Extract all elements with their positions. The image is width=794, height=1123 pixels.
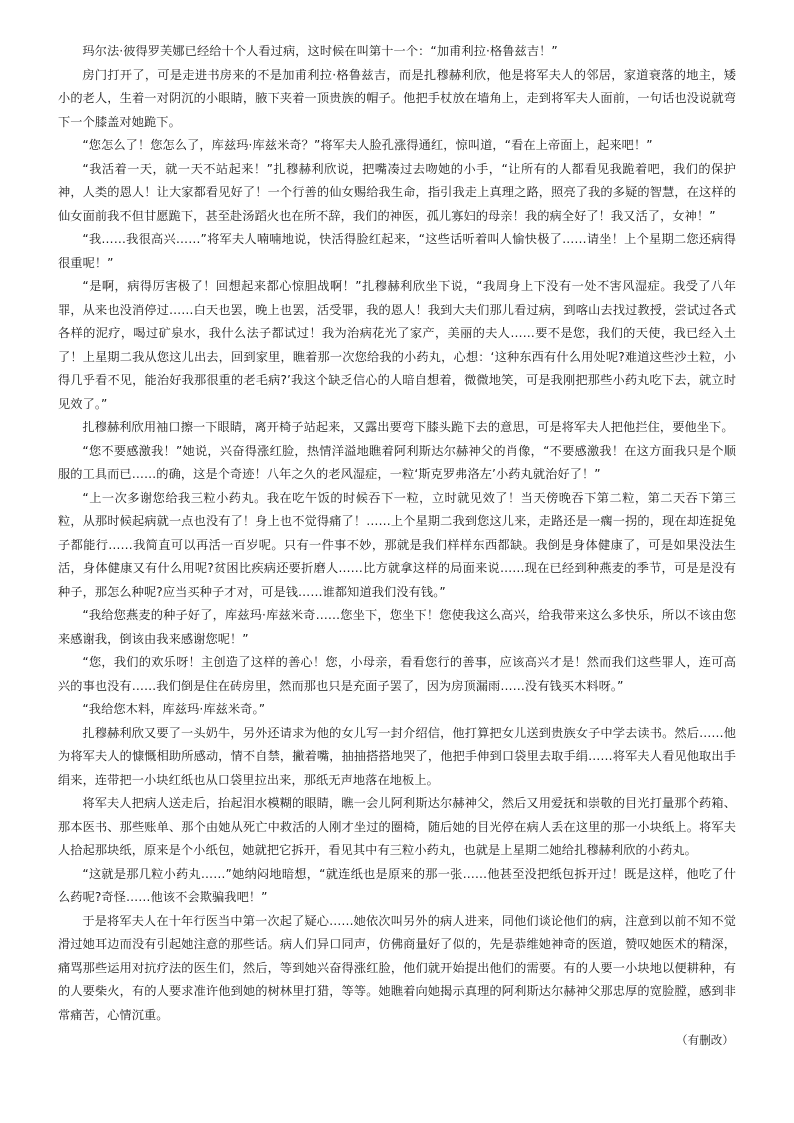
paragraph-1: 玛尔法·彼得罗芙娜已经给十个人看过病，这时候在叫第十一个：“加甫利拉·格鲁兹吉！” [82, 44, 558, 58]
paragraph-3: “您怎么了！您怎么了，库兹玛·库兹米奇？”将军夫人脸孔涨得通红，惊叫道，“看在上帝面上，起来吧！” [82, 138, 653, 152]
paragraph-8: “您不要感激我！”她说，兴奋得涨红脸，热情洋溢地瞧着阿利斯达尔赫神父的肖像，“不要感激我！在这方面我只是个顺服的工具而已……的确，这是个奇迹！八年之久的老风湿症，一粒‘斯克罗弗洛左’小药丸就治好了！” [58, 443, 736, 481]
paragraph-11: “您，我们的欢乐呀！主创造了这样的善心！您，小母亲，看看您行的善事，应该高兴才是！然而我们这些罪人，连可高兴的事也没有……我们倒是住在砖房里，然而那也只是充面子罢了，因为房顶漏雨……没有钱买木料呀。” [58, 655, 736, 693]
paragraph-16: 于是将军夫人在十年行医当中第一次起了疑心……她依次叫另外的病人进来，同他们谈论他们的病，注意到以前不知不觉滑过她耳边而没有引起她注意的那些话。病人们异口同声，仿佛商量好了似的，先是恭维她神奇的医道，赞叹她医术的精深，痛骂那些运用对抗疗法的医生们，然后，等到她兴奋得涨红脸，他们就开始提出他们的需要。有的人要一小块地以便耕种，有的人要柴火，有的人要求准许他到她的树林里打猎，等等。她瞧着向她揭示真理的阿利斯达尔赫神父那忠厚的宽脸膛，感到非常痛苦，心情沉重。 [58, 913, 736, 1022]
paragraph-7: 扎穆赫利欣用袖口擦一下眼睛，离开椅子站起来，又露出要弯下膝头跪下去的意思，可是将军夫人把他拦住，要他坐下。 [82, 420, 734, 434]
paragraph-2: 房门打开了，可是走进书房来的不是加甫利拉·格鲁兹吉，而是扎穆赫利欣，他是将军夫人的邻居，家道衰落的地主，矮小的老人，生着一对阴沉的小眼睛，腋下夹着一顶贵族的帽子。他把手杖放在墙角上，走到将军夫人面前，一句话也没说就弯下一个膝盖对她跪下。 [58, 67, 736, 129]
paragraph-12: “我给您木料，库兹玛·库兹米奇。” [82, 702, 266, 716]
source-note: （有删改） [676, 1033, 734, 1047]
paragraph-14: 将军夫人把病人送走后，抬起泪水模糊的眼睛，瞧一会儿阿利斯达尔赫神父，然后又用爱抚和崇敬的目光打量那个药箱、那本医书、那些账单、那个由她从死亡中救活的人刚才坐过的圈椅，随后她的目光停在病人丢在这里的那一小块纸上。将军夫人拾起那块纸，原来是个小纸包，她就把它拆开，看见其中有三粒小药丸，也就是上星期二她给扎穆赫利欣的小药丸。 [58, 796, 736, 857]
paragraph-5: “我……我很高兴……”将军夫人喃喃地说，快活得脸红起来，“这些话听着叫人愉快极了……请坐！上个星期二您还病得很重呢！” [58, 232, 736, 270]
paragraph-9: “上一次多谢您给我三粒小药丸。我在吃午饭的时候吞下一粒，立时就见效了！当天傍晚吞下第二粒，第二天吞下第三粒，从那时候起病就一点也没有了！身上也不觉得痛了！……上个星期二我到您这儿来，走路还是一瘸一拐的，现在却连捉兔子都能行……我简直可以再活一百岁呢。只有一件事不妙，那就是我们样样东西都缺。我倒是身体健康了，可是如果没法生活，身体健康又有什么用呢?贫困比疾病还要折磨人……比方就拿这样的局面来说……现在已经到种燕麦的季节，可是是没有种子，那怎么种呢?应当买种子才对，可是钱……谁都知道我们没有钱。” [58, 490, 736, 599]
paragraph-15: “这就是那几粒小药丸……”她纳闷地暗想，“就连纸也是原来的那一张……他甚至没把纸包拆开过！既是这样，他吃了什么药呢?奇怪……他该不会欺骗我吧！” [58, 866, 736, 904]
paragraph-6: “是啊，病得厉害极了！回想起来都心惊胆战啊！”扎穆赫利欣坐下说，“我周身上下没有一处不害风湿症。我受了八年罪，从来也没消停过……白天也罢，晚上也罢，活受罪，我的恩人！我到大夫们那儿看过病，到喀山去找过教授，尝试过各式各样的泥疗，喝过矿泉水，我什么法子都试过！我为治病花光了家产，美丽的夫人……要不是您，我们的天使，我已经入土了！上星期二我从您这儿出去，回到家里，瞧着那一次您给我的小药丸，心想：‘这种东西有什么用处呢?难道这些沙土粒，小得几乎看不见，能治好我那很重的老毛病?’我这个缺乏信心的人暗自想着，微微地笑，可是我刚把那些小药丸吃下去，就立时见效了。” [58, 279, 736, 411]
paragraph-13: 扎穆赫利欣又要了一头奶牛，另外还请求为他的女儿写一封介绍信，他打算把女儿送到贵族女子中学去读书。然后……他为将军夫人的慷慨相助所感动，情不自禁，撇着嘴，抽抽搭搭地哭了，他把手伸到口袋里去取手绢……将军夫人看见他取出手绢来，连带把一小块红纸也从口袋里拉出来，那纸无声地落在地板上。 [58, 725, 736, 787]
paragraph-4: “我活着一天，就一天不站起来！”扎穆赫利欣说，把嘴凑过去吻她的小手，“让所有的人都看见我跪着吧，我们的保护神，人类的恩人！让大家都看见好了！一个行善的仙女赐给我生命，指引我走上真理之路，照亮了我的多疑的智慧，在这样的仙女面前我不但甘愿跪下，甚至赴汤蹈火也在所不辞，我们的神医，孤儿寡妇的母亲！我的病全好了！我又活了，女神！” [58, 161, 736, 223]
paragraph-10: “我给您燕麦的种子好了，库兹玛·库兹米奇……您坐下，您坐下！您使我这么高兴，给我带来这么多快乐，所以不该由您来感谢我，倒该由我来感谢您呢！” [58, 608, 736, 646]
document-page [58, 40, 736, 1053]
